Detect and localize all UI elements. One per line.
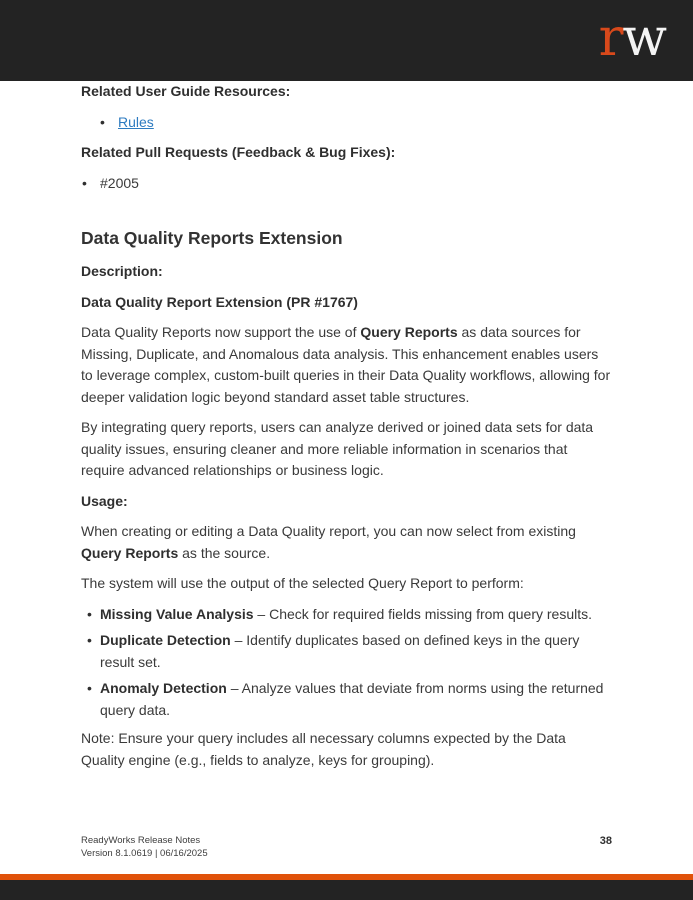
bullet-term: Anomaly Detection: [100, 680, 227, 696]
list-item-duplicate: [81, 630, 612, 673]
paragraph-overview: [81, 322, 612, 408]
list-item-missing-value: [81, 604, 612, 626]
related-resources-heading: Related User Guide Resources:: [81, 83, 291, 99]
document-body: [81, 81, 612, 780]
list-item-anomaly: [81, 678, 612, 721]
rules-link[interactable]: Rules: [118, 113, 154, 130]
section-title: Data Quality Reports Extension: [81, 228, 343, 248]
footer-version: Version 8.1.0619 | 06/16/2025: [81, 847, 208, 859]
page-number: 38: [599, 835, 612, 847]
usage-label: Usage:: [81, 492, 128, 509]
bottom-bar: [0, 880, 693, 900]
query-reports-emphasis: Query Reports: [360, 324, 458, 340]
query-reports-emphasis: Query Reports: [81, 544, 179, 561]
paragraph-note: Note: Ensure your query includes all necessary columns expected by the Data Quality engine (e.g., fields to analyze, keys for grouping).: [81, 730, 566, 768]
bullet-text: – Identify duplicates based on defined keys in the query result set.: [100, 632, 580, 670]
logo-letter-r: r: [598, 7, 623, 68]
bullet-text: – Analyze values that deviate from norms using the returned query data.: [100, 680, 604, 718]
analysis-types-list: [81, 604, 612, 722]
list-item: [81, 112, 612, 134]
paragraph-usage: [81, 521, 612, 564]
paragraph-text: When creating or editing a Data Quality report, you can now select from existing: [81, 523, 576, 539]
readyworks-logo: [598, 7, 666, 68]
logo-letter-w: w: [622, 7, 666, 68]
description-label: Description:: [81, 263, 163, 279]
bullet-term: Duplicate Detection: [100, 632, 231, 648]
related-prs-list: [81, 173, 612, 195]
paragraph-benefits: By integrating query reports, users can analyze derived or joined data sets for data quality issues, ensuring cleaner and more reliable information in scenarios that require advanced relationships or business logic.: [81, 419, 594, 478]
header-bar: [0, 0, 693, 81]
paragraph-text: as the source.: [178, 544, 271, 561]
bullet-term: Missing Value Analysis: [100, 605, 254, 622]
paragraph-system: The system will use the output of the selected Query Report to perform:: [81, 575, 524, 591]
footer-info: [81, 835, 208, 860]
list-item: • #2005: [81, 173, 612, 195]
footer-title: ReadyWorks Release Notes: [81, 835, 201, 846]
bullet-text: – Check for required fields missing from query results.: [253, 605, 593, 622]
related-prs-heading: Related Pull Requests (Feedback & Bug Fixes):: [81, 144, 396, 160]
related-resources-list: [81, 112, 612, 134]
page-footer: [81, 835, 612, 860]
paragraph-text: Data Quality Reports now support the use of: [81, 324, 361, 340]
paragraph-text: as data sources for Missing, Duplicate, and Anomalous data analysis. This enhancement enables users to leverage complex, custom-built queries in their Data Quality workflows, allowing for deeper validation logic beyond standard asset table structures.: [81, 324, 611, 405]
pr-title: Data Quality Report Extension (PR #1767): [81, 293, 358, 310]
